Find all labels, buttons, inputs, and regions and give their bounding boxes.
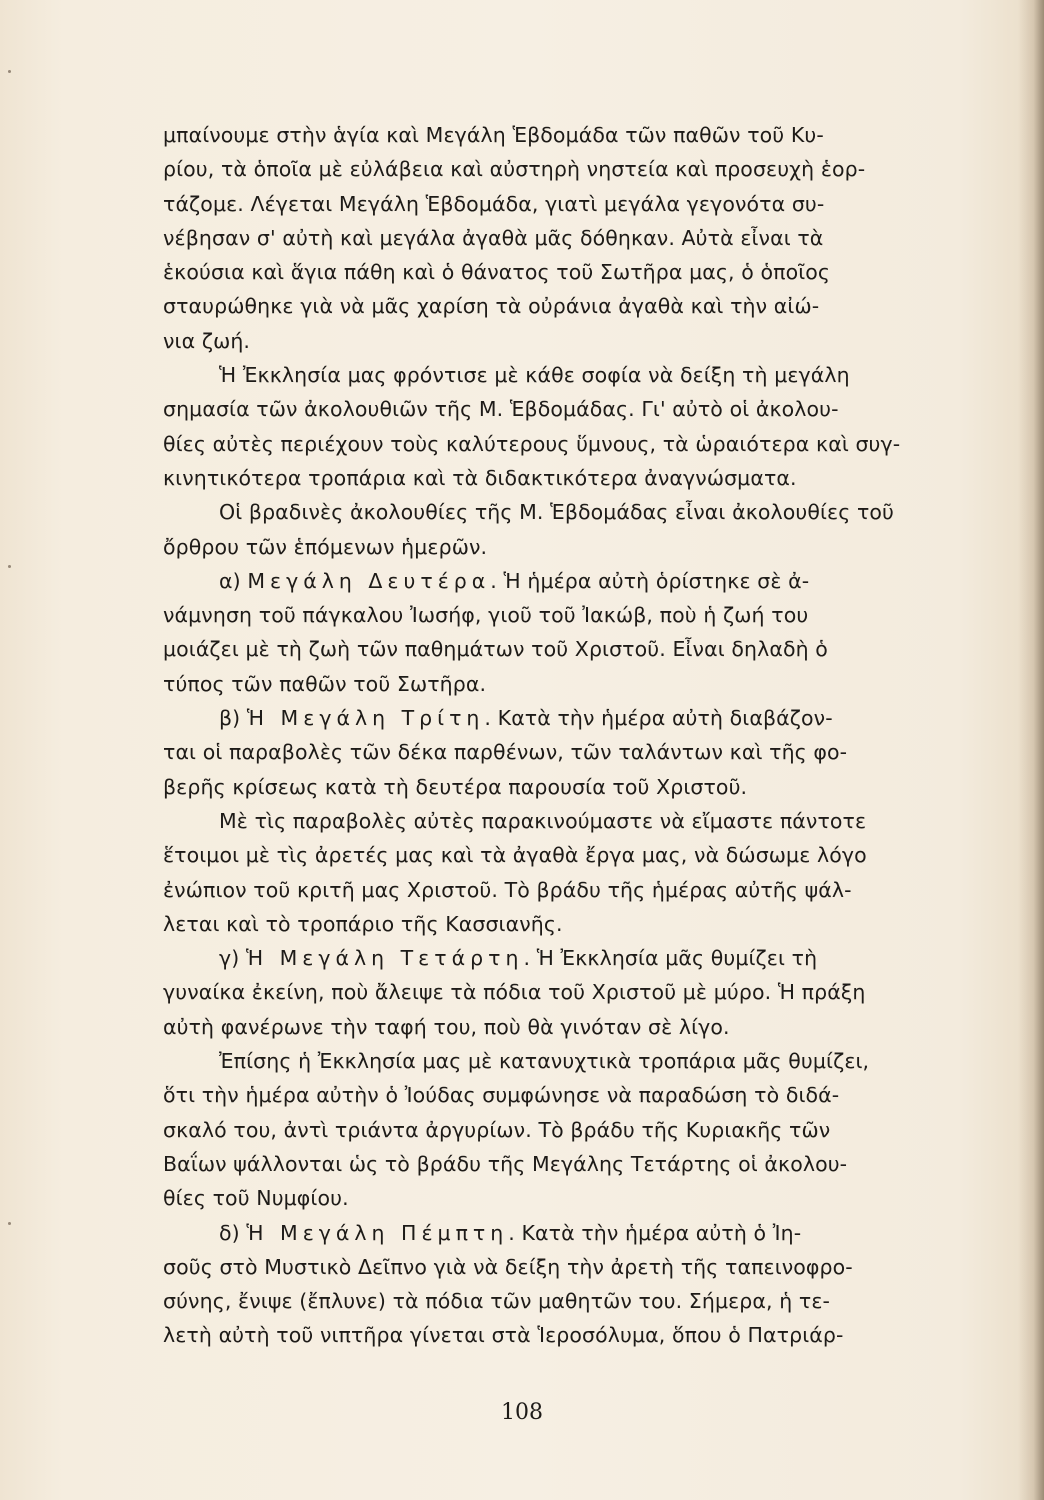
line-text: γυναίκα ἐκείνη, ποὺ ἄλειψε τὰ πόδια τοῦ Χριστοῦ μὲ μύρο. Ἡ πράξη [163,980,866,1005]
line-text: μοιάζει μὲ τὴ ζωὴ τῶν παθημάτων τοῦ Χριστοῦ. Εἶναι δηλαδὴ ὁ [163,637,828,662]
line-text: σκαλό του, ἀντὶ τριάντα ἀργυρίων. Τὸ βράδυ τῆς Κυριακῆς τῶν [163,1117,831,1142]
text-line [163,804,991,838]
text-line [163,941,991,975]
line-text: ἑκούσια καὶ ἅγια πάθη καὶ ὁ θάνατος τοῦ Σωτῆρα μας, ὁ ὁποῖος [163,260,831,285]
margin-speck [8,1222,11,1225]
text-line [163,838,991,872]
text-line [163,1250,991,1284]
text-line [163,598,991,632]
text-line [163,221,991,255]
text-line [163,255,991,289]
text-line [163,735,991,769]
line-text: Ἡ Ἐκκλησία μας φρόντισε μὲ κάθε σοφία νὰ δείξη τὴ μεγάλη [219,363,850,388]
text-line [163,392,991,426]
line-text: σημασία τῶν ἀκολουθιῶν τῆς Μ. Ἑβδομάδας. Γι' αὐτὸ οἱ ἀκολου- [163,397,839,422]
line-text: σταυρώθηκε γιὰ νὰ μᾶς χαρίση τὰ οὐράνια ἀγαθὰ καὶ τὴν αἰώ- [163,294,820,319]
text-line [163,1181,991,1215]
page-spine-shadow [1018,0,1044,1500]
line-text: κινητικότερα τροπάρια καὶ τὰ διδακτικότερα ἀναγνώσματα. [163,465,797,490]
line-text: νια ζωή. [163,328,251,353]
line-text: τύπος τῶν παθῶν τοῦ Σωτῆρα. [163,671,487,696]
list-marker: γ) [219,946,246,971]
text-line [163,1113,991,1147]
text-line [163,564,991,598]
line-text: Ἐπίσης ἡ Ἐκκλησία μας μὲ κατανυχτικὰ τροπάρια μᾶς θυμίζει, [219,1049,870,1074]
line-text: Βαΐων ψάλλονται ὡς τὸ βράδυ τῆς Μεγάλης Τετάρτης οἱ ἀκολου- [163,1151,848,1176]
text-line [163,1044,991,1078]
line-text: . Ἡ Ἐκκλησία μᾶς θυμίζει τὴ [523,946,818,971]
line-text: ὅτι τὴν ἡμέρα αὐτὴν ὁ Ἰούδας συμφώνησε νὰ παραδώση τὸ διδά- [163,1083,840,1108]
margin-speck [8,70,11,73]
text-line [163,770,991,804]
text-line [163,1216,991,1250]
body-text [163,118,991,1353]
text-line [163,495,991,529]
page-number: 108 [501,1400,543,1425]
text-line [163,118,991,152]
line-text: τάζομε. Λέγεται Μεγάλη Ἑβδομάδα, γιατὶ μεγάλα γεγονότα συ- [163,191,825,216]
line-text: . Ἡ ἡμέρα αὐτὴ ὁρίστηκε σὲ ἀ- [490,568,810,593]
line-text: Μὲ τὶς παραβολὲς αὐτὲς παρακινούμαστε νὰ εἴμαστε πάντοτε [219,808,867,833]
section-heading: Ἡ Μεγάλη Τετάρτη [245,946,524,971]
text-line [163,324,991,358]
list-marker: β) [219,706,247,731]
section-heading: Μεγάλη Δευτέρα [247,568,491,593]
text-line [163,1147,991,1181]
list-marker: δ) [219,1220,247,1245]
line-text: ρίου, τὰ ὁποῖα μὲ εὐλάβεια καὶ αὐστηρὴ νηστεία καὶ προσευχὴ ἑορ- [163,157,866,182]
text-line [163,530,991,564]
line-text: σύνης, ἔνιψε (ἔπλυνε) τὰ πόδια τῶν μαθητῶν του. Σήμερα, ἡ τε- [163,1289,831,1314]
text-line [163,1318,991,1352]
text-line [163,152,991,186]
text-line [163,289,991,323]
line-text: . Κατὰ τὴν ἡμέρα αὐτὴ ὁ Ἰη- [508,1220,802,1245]
line-text: ἕτοιμοι μὲ τὶς ἀρετές μας καὶ τὰ ἀγαθὰ ἔργα μας, νὰ δώσωμε λόγο [163,843,867,868]
line-text: ὄρθρου τῶν ἑπόμενων ἡμερῶν. [163,534,488,559]
line-text: ἐνώπιον τοῦ κριτῆ μας Χριστοῦ. Τὸ βράδυ τῆς ἡμέρας αὐτῆς ψάλ- [163,877,852,902]
line-text: θίες αὐτὲς περιέχουν τοὺς καλύτερους ὕμνους, τὰ ὡραιότερα καὶ συγ- [163,431,901,456]
line-text: νέβησαν σ' αὐτὴ καὶ μεγάλα ἀγαθὰ μᾶς δόθηκαν. Αὐτὰ εἶναι τὰ [163,225,824,250]
text-line [163,632,991,666]
text-line [163,667,991,701]
text-line [163,1078,991,1112]
line-text: σοῦς στὸ Μυστικὸ Δεῖπνο γιὰ νὰ δείξη τὴν ἀρετὴ τῆς ταπεινοφρο- [163,1254,853,1279]
text-line [163,187,991,221]
line-text: θίες τοῦ Νυμφίου. [163,1186,349,1211]
text-line [163,427,991,461]
line-text: αὐτὴ φανέρωνε τὴν ταφή του, ποὺ θὰ γινόταν σὲ λίγο. [163,1014,730,1039]
line-text: νάμνηση τοῦ πάγκαλου Ἰωσήφ, γιοῦ τοῦ Ἰακώβ, ποὺ ἡ ζωή του [163,603,809,628]
text-line [163,1284,991,1318]
text-line [163,975,991,1009]
line-text: βερῆς κρίσεως κατὰ τὴ δευτέρα παρουσία τοῦ Χριστοῦ. [163,774,748,799]
line-text: λετὴ αὐτὴ τοῦ νιπτῆρα γίνεται στὰ Ἱεροσόλυμα, ὅπου ὁ Πατριάρ- [163,1323,844,1348]
line-text: ται οἱ παραβολὲς τῶν δέκα παρθένων, τῶν ταλάντων καὶ τῆς φο- [163,740,848,765]
section-heading: Ἡ Μεγάλη Τρίτη [246,706,485,731]
section-heading: Ἡ Μεγάλη Πέμπτη [246,1220,509,1245]
text-line [163,358,991,392]
text-line [163,907,991,941]
text-line [163,1010,991,1044]
text-line [163,461,991,495]
line-text: Οἱ βραδινὲς ἀκολουθίες τῆς Μ. Ἑβδομάδας εἶναι ἀκολουθίες τοῦ [219,500,895,525]
text-line [163,873,991,907]
line-text: . Κατὰ τὴν ἡμέρα αὐτὴ διαβάζον- [484,706,833,731]
line-text: μπαίνουμε στὴν ἁγία καὶ Μεγάλη Ἑβδομάδα τῶν παθῶν τοῦ Κυ- [163,123,824,147]
line-text: λεται καὶ τὸ τροπάριο τῆς Κασσιανῆς. [163,911,563,936]
text-line [163,701,991,735]
margin-speck [8,565,11,568]
list-marker: α) [219,568,248,593]
